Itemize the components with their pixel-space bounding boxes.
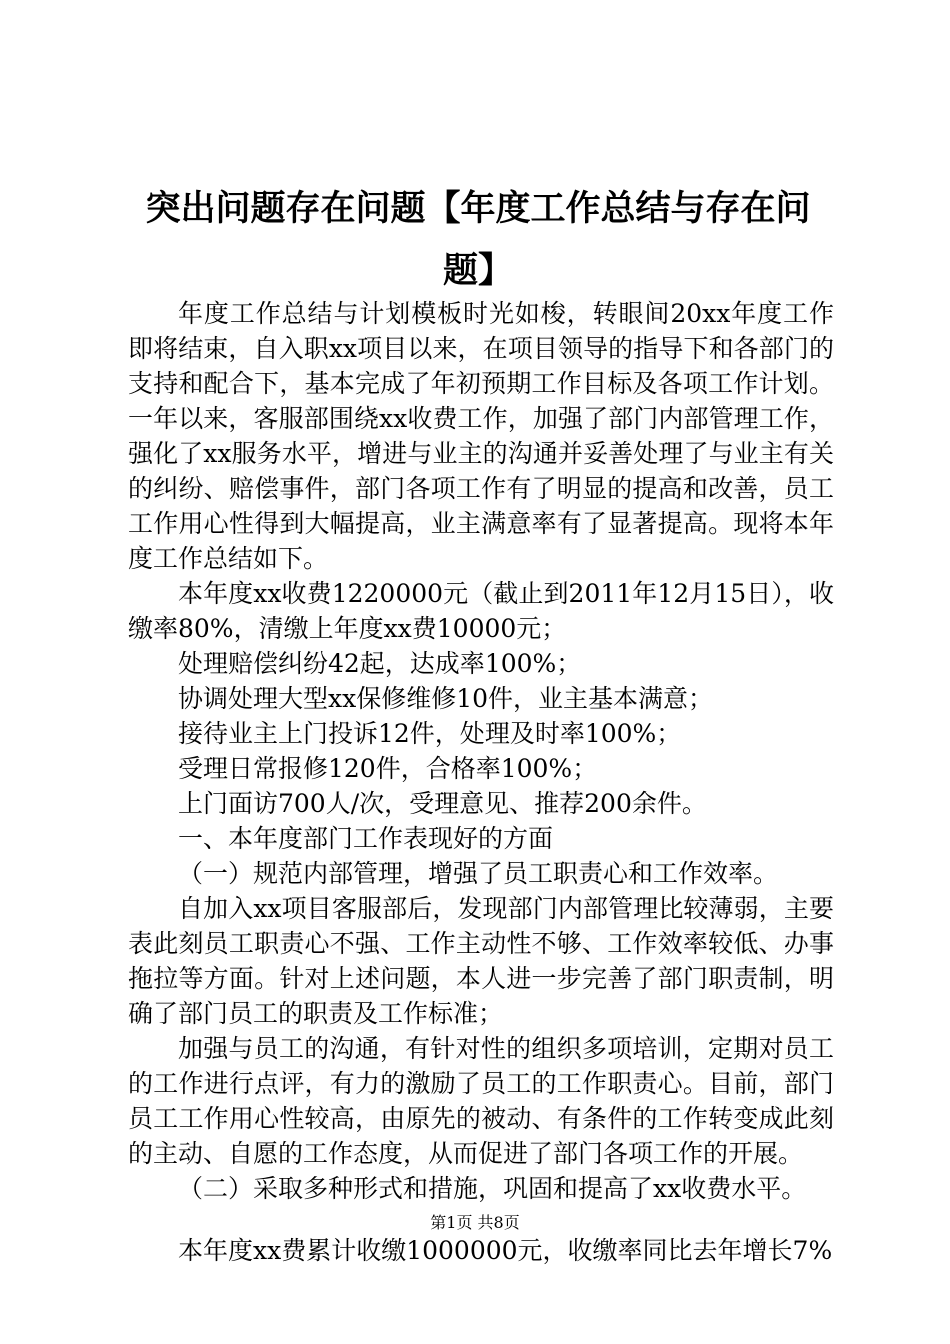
page-number-footer: 第1页 共8页 bbox=[430, 1213, 520, 1232]
stat-compensation-line: 处理赔偿纠纷42起，达成率100%； bbox=[178, 649, 582, 678]
subsection-heading-1: （一）规范内部管理，增强了员工职责心和工作效率。 bbox=[178, 859, 779, 888]
section-heading-1: 一、本年度部门工作表现好的方面 bbox=[178, 824, 554, 853]
document-title: 突出问题存在问题【年度工作总结与存在问题】 bbox=[145, 189, 811, 291]
document-body bbox=[128, 296, 834, 1268]
stat-visit-line: 上门面访700人/次，受理意见、推荐200余件。 bbox=[178, 789, 707, 818]
stat-fee-paragraph: 本年度xx收费1220000元（截止到2011年12月15日），收缴率80%，清缴上年度xx费10000元； bbox=[128, 579, 834, 643]
intro-paragraph: 年度工作总结与计划模板时光如梭，转眼间20xx年度工作即将结束，自入职xx项目以来，在项目领导的指导下和各部门的支持和配合下，基本完成了年初预期工作目标及各项工作计划。一年以来，客服部围绕xx收费工作，加强了部门内部管理工作，强化了xx服务水平，增进与业主的沟通并妥善处理了与业主有关的纠纷、赔偿事件，部门各项工作有了明显的提高和改善，员工工作用心性得到大幅提高，业主满意率有了显著提高。现将本年度工作总结如下。 bbox=[128, 299, 834, 573]
stat-daily-repair-line: 受理日常报修120件，合格率100%； bbox=[178, 754, 598, 783]
fee-collection-paragraph: 本年度xx费累计收缴1000000元，收缴率同比去年增长7% bbox=[178, 1236, 833, 1265]
subsection-heading-2: （二）采取多种形式和措施，巩固和提高了xx收费水平。 bbox=[178, 1174, 807, 1203]
stat-complaint-line: 接待业主上门投诉12件，处理及时率100%； bbox=[178, 719, 682, 748]
management-paragraph: 自加入xx项目客服部后，发现部门内部管理比较薄弱，主要表此刻员工职责心不强、工作主动性不够、工作效率较低、办事拖拉等方面。针对上述问题，本人进一步完善了部门职责制，明确了部门员工的职责及工作标准； bbox=[128, 894, 834, 1028]
communication-paragraph: 加强与员工的沟通，有针对性的组织多项培训，定期对员工的工作进行点评，有力的激励了员工的工作职责心。目前，部门员工工作用心性较高，由原先的被动、有条件的工作转变成此刻的主动、自愿的工作态度，从而促进了部门各项工作的开展。 bbox=[128, 1034, 834, 1168]
stat-repair-line: 协调处理大型xx保修维修10件，业主基本满意； bbox=[178, 684, 714, 713]
